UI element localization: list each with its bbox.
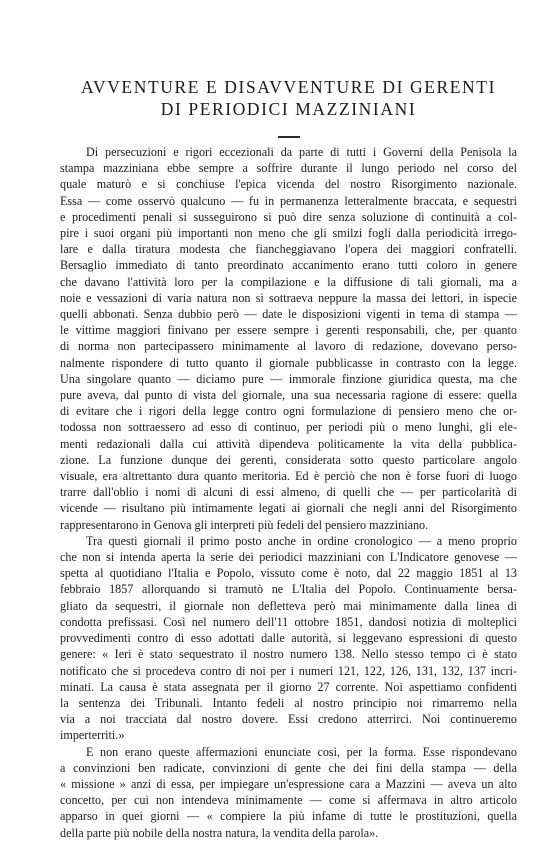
text-line: via a noi tracciata dal nostro dovere. Essi credono atterrirci. Noi continueremo — [60, 712, 517, 727]
paragraph — [60, 144, 517, 533]
text-line: quelli abbonati. Senza dubbio però — date le disposizioni vigenti in tema di stampa — — [60, 307, 517, 322]
text-line: della parte più nobile della nostra natura, la vendita della parola». — [60, 825, 379, 840]
text-line: Tra questi giornali il primo posto anche in ordine cronologico — a meno proprio — [86, 533, 517, 548]
title-line-2: DI PERIODICI MAZZINIANI — [160, 99, 417, 119]
text-line: trarre dall'oblio i nomi di alcuni di essi almeno, di quelli che — per particolarità di — [60, 485, 517, 500]
text-line: che non si intenda aperta la serie dei periodici mazziniani con L'Indicatore genovese — — [60, 550, 517, 565]
text-line: menti redazionali dalla cui attività dipendeva politicamente la vita della pubblica- — [60, 436, 517, 451]
text-line: la sentenza dei Tribunali. Intanto fedeli al nostro principio noi rimarremo nella — [60, 695, 517, 710]
text-line: a convinzioni ben radicate, convinzioni di gente che dei fini della stampa — della — [60, 760, 517, 775]
text-line: noie e vessazioni di varia natura non si sottraeva neppure la massa dei lettori, in ispecie — [60, 290, 517, 305]
text-line: « missione » anzi di essa, per impiegare un'espressione cara a Mazzini — aveva un alto — [60, 776, 517, 791]
text-line: notificato che si procedeva contro di noi per i numeri 121, 122, 126, 131, 132, 137 incri- — [60, 663, 517, 678]
paragraph — [60, 533, 517, 744]
text-line: vicende — risultano più intimamente legati ai giornali che negli anni del Risorgimento — [60, 501, 517, 516]
text-line: condotta prefissasi. Così nel numero dell'11 ottobre 1851, dandosi notizia di molteplici — [60, 614, 517, 629]
text-line: quale maturò e si conchiuse l'epica vicenda del nostro Risorgimento nazionale. — [60, 177, 517, 192]
text-line: febbraio 1857 allorquando si tramutò ne L'Italia del Popolo. Continuamente bersa- — [60, 582, 517, 597]
text-line: nalmente rispondere di tutto quanto il giornale pubblicasse in contrasto con la legge. — [60, 355, 517, 370]
title-line-1: AVVENTURE E DISAVVENTURE DI GERENTI — [80, 77, 497, 97]
text-line: rappresentarono in Genova gli interpreti più fedeli del pensiero mazziniano. — [60, 517, 429, 532]
text-line: Essa — come osservò qualcuno — fu in permanenza letteralmente braccata, e sequestri — [60, 193, 517, 208]
title-divider — [278, 136, 300, 138]
text-line: minati. La causa è stata assegnata per il giorno 27 corrente. Noi aspettiamo confidenti — [60, 679, 517, 694]
text-line: pure aveva, dal punto di vista del giornale, una sua necessaria ragione di essere: quella — [60, 388, 517, 403]
article-title — [60, 76, 517, 120]
text-line: genere: « Ieri è stato sequestrato il nostro numero 138. Nello stesso tempo ci è stato — [60, 647, 517, 662]
text-line: Una singolare quanto — diciamo pure — immorale finzione giuridica questa, ma che — [60, 371, 517, 386]
text-line: visuale, era altrettanto dura quanto meritoria. Ed è perciò che non è forse fuori di luogo — [60, 469, 517, 484]
text-line: di evitare che i rigori della legge contro ogni formulazione di pensiero meno che or- — [60, 404, 517, 419]
text-line: lare e dalla tiratura modesta che fiancheggiavano l'opera dei maggiori confratelli. — [60, 242, 517, 257]
article-body — [60, 144, 517, 841]
text-line: pire i suoi organi più importanti non meno che gli smilzi fogli dalla periodicità irrego- — [60, 226, 517, 241]
text-line: di norma non partecipassero minimamente al lavoro di redazione, dovevano perso- — [60, 339, 517, 354]
text-line: e procedimenti penali si susseguirono si può dire senza soluzione di continuità a col- — [60, 209, 517, 224]
text-line: gliato da sequestri, il giornale non deflettevа però mai minimamente dalla linea di — [60, 598, 517, 613]
text-line: imperterriti.» — [60, 728, 125, 743]
text-line: spetta al quotidiano l'Italia e Popolo, vissuto come è noto, dal 22 maggio 1851 al 13 — [60, 566, 517, 581]
text-line: Di persecuzioni e rigori eccezionali da parte di tutti i Governi della Penisola la — [86, 145, 517, 159]
text-line: apparso in quei giorni — « compiere la più infame di tutte le prostituzioni, quella — [60, 809, 517, 824]
text-line: zione. La funzione dunque dei gerenti, considerata sotto questo particolare angolo — [60, 452, 517, 467]
text-line: che davano l'attività loro per la compilazione e la diffusione di tali giornali, ma a — [60, 274, 517, 289]
text-line: provvedimenti contro di esso adottati dalle autorità, si leggevano espressioni di questo — [60, 631, 517, 646]
paragraph — [60, 744, 517, 841]
text-line: concetto, per cui non intendeva minimamente — come si affermava in altro articolo — [60, 793, 517, 808]
text-line: E non erano queste affermazioni enunciate così, per la forma. Esse rispondevano — [86, 744, 517, 759]
text-line: todossa non sottraessero ad esso di continuo, per periodi più o meno lunghi, gli ele- — [60, 420, 517, 435]
text-line: le vittime maggiori finivano per essere sempre i gerenti responsabili, che, per quanto — [60, 323, 517, 338]
text-line: stampa mazziniana ebbe sempre a soffrire durante il lungo periodo nel corso del — [60, 161, 517, 176]
text-line: Bersaglio immediato di tanto preordinato accanimento erano tutti coloro in genere — [60, 258, 517, 273]
